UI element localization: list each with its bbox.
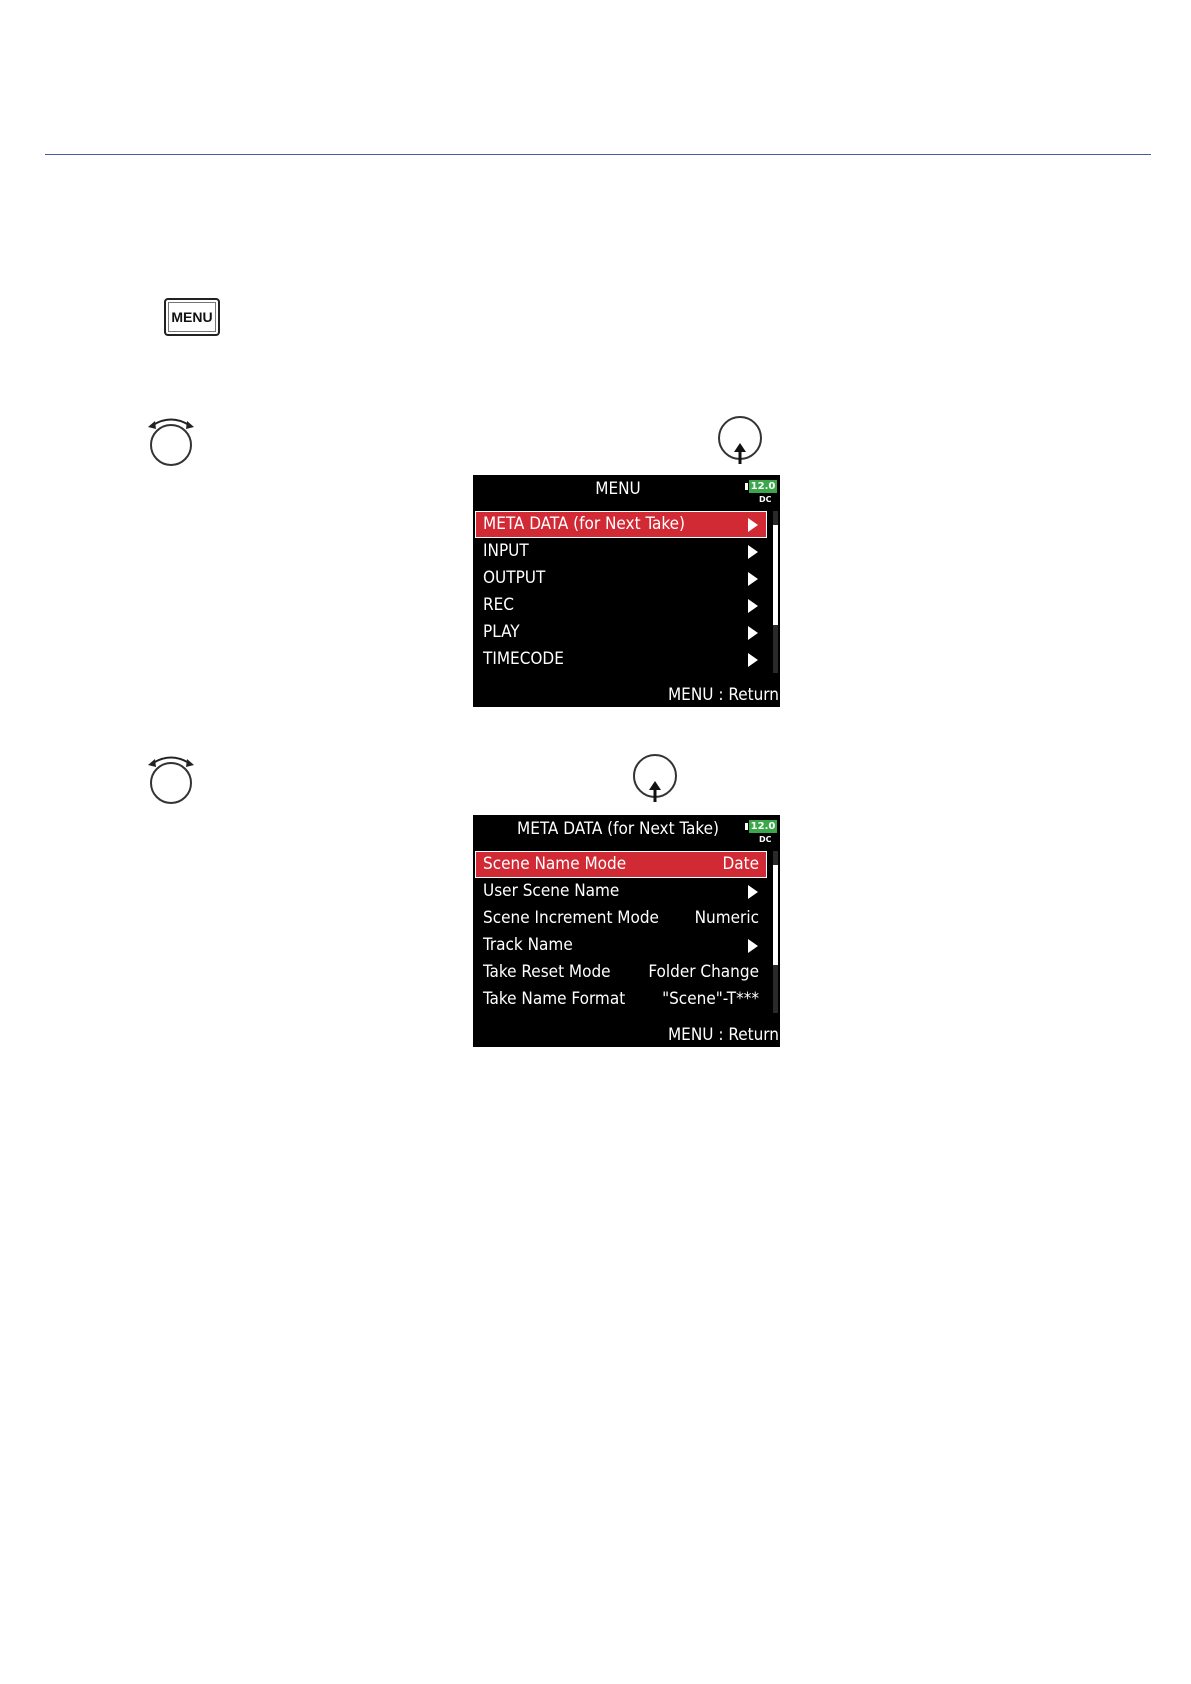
battery-tip [745,483,748,490]
menu-item-label: Scene Increment Mode [483,908,659,928]
menu-item-take-name-format[interactable] [475,986,767,1013]
menu-item-value: Folder Change [648,962,759,982]
menu-item-input[interactable] [475,538,767,565]
chevron-right-icon [748,572,758,586]
menu-item-rec[interactable] [475,592,767,619]
menu-item-meta-data[interactable] [475,511,767,538]
screen-footer: MENU : Return [667,685,779,705]
battery-tip [745,823,748,830]
menu-item-output[interactable] [475,565,767,592]
menu-key-icon [164,298,220,336]
scrollbar[interactable] [773,851,778,1013]
chevron-right-icon [748,518,758,532]
battery-indicator [745,480,779,508]
screen-title: META DATA (for Next Take) [517,819,719,839]
menu-item-label: PLAY [483,622,520,642]
screen-title: MENU [595,479,641,499]
chevron-right-icon [748,626,758,640]
battery-indicator [745,820,779,848]
battery-level: 12.0 [750,481,776,492]
menu-list [475,511,767,673]
menu-key-label: MENU [171,309,213,325]
menu-item-label: Scene Name Mode [483,854,627,874]
menu-item-label: META DATA (for Next Take) [483,514,685,534]
dial-press-icon [714,414,766,466]
power-source: DC [759,495,772,504]
menu-item-label: User Scene Name [483,881,620,901]
menu-item-scene-increment-mode[interactable] [475,905,767,932]
menu-item-label: Take Name Format [483,989,626,1009]
device-screen-meta-data [473,815,780,1047]
dial-press-icon [629,752,681,804]
menu-item-label: REC [483,595,514,615]
power-source: DC [759,835,772,844]
menu-item-take-reset-mode[interactable] [475,959,767,986]
meta-data-list [475,851,767,1013]
menu-item-label: TIMECODE [483,649,564,669]
menu-item-play[interactable] [475,619,767,646]
menu-item-value: Numeric [694,908,759,928]
menu-item-label: OUTPUT [483,568,546,588]
screen-footer: MENU : Return [667,1025,779,1045]
menu-item-value: "Scene"-T*** [662,989,759,1009]
scrollbar-thumb[interactable] [773,865,778,965]
device-screen-menu [473,475,780,707]
header-rule [45,154,1151,155]
scrollbar[interactable] [773,511,778,673]
menu-item-user-scene-name[interactable] [475,878,767,905]
menu-item-track-name[interactable] [475,932,767,959]
menu-item-timecode[interactable] [475,646,767,673]
chevron-right-icon [748,939,758,953]
menu-item-label: Take Reset Mode [483,962,611,982]
dial-rotate-icon [145,752,197,804]
menu-item-label: Track Name [483,935,573,955]
chevron-right-icon [748,885,758,899]
battery-level: 12.0 [750,821,776,832]
menu-item-scene-name-mode[interactable] [475,851,767,878]
scrollbar-thumb[interactable] [773,525,778,625]
chevron-right-icon [748,599,758,613]
chevron-right-icon [748,545,758,559]
dial-rotate-icon [145,414,197,466]
menu-item-label: INPUT [483,541,529,561]
chevron-right-icon [748,653,758,667]
menu-item-value: Date [722,854,759,874]
